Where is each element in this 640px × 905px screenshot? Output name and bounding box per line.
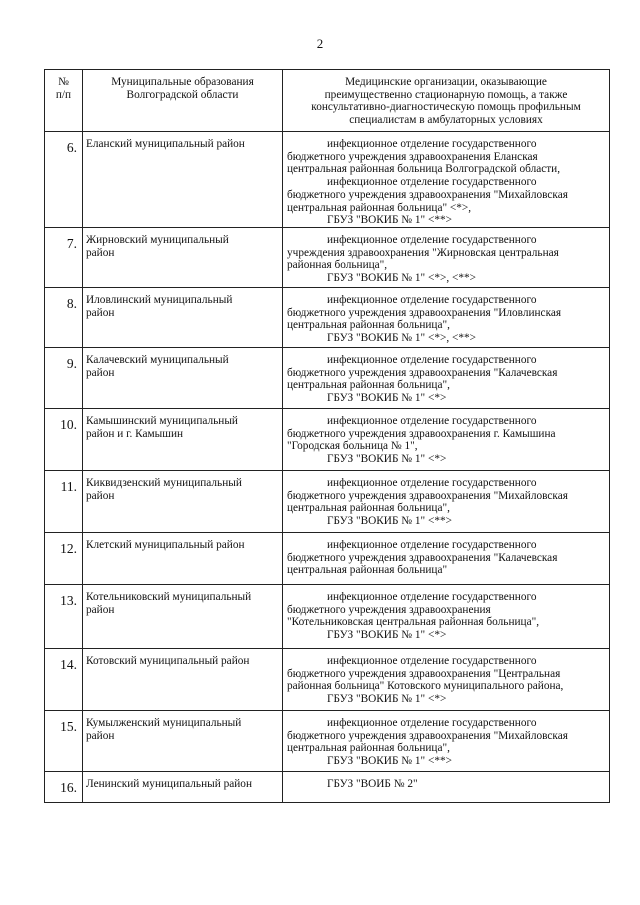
organization-line: бюджетного учреждения здравоохранения "Михайловская xyxy=(287,188,568,201)
table-row xyxy=(45,347,610,408)
organization-cell xyxy=(283,648,610,710)
organization-line: бюджетного учреждения здравоохранения "Иловлинская xyxy=(287,306,562,319)
organization-line: инфекционное отделение государственного xyxy=(327,716,537,729)
row-number: 7. xyxy=(45,227,83,287)
header-organization-line: специалистам в амбулаторных условиях xyxy=(349,114,543,127)
municipality-line: Кумылженский муниципальный xyxy=(86,716,242,729)
organization-line: ГБУЗ "ВОКИБ № 1" <**> xyxy=(327,214,452,227)
organization-line: центральная районная больница Волгоградской области, xyxy=(287,163,561,176)
municipality-line: район xyxy=(86,489,115,502)
table-row xyxy=(45,584,610,648)
row-number: 16. xyxy=(45,771,83,802)
organization-cell xyxy=(283,470,610,532)
municipality-line: Жирновский муниципальный xyxy=(86,233,229,246)
header-organization-line: консультативно-диагностическую помощь профильным xyxy=(311,101,581,114)
municipality-cell xyxy=(83,227,283,287)
municipality-line: Калачевский муниципальный xyxy=(86,353,229,366)
municipality-line: Иловлинский муниципальный xyxy=(86,293,233,306)
row-number: 13. xyxy=(45,584,83,648)
organization-cell xyxy=(283,227,610,287)
organization-line: ГБУЗ "ВОКИБ № 1" <*> xyxy=(327,392,447,405)
organization-line: бюджетного учреждения здравоохранения Еланская xyxy=(287,150,538,163)
header-municipality xyxy=(83,70,283,132)
header-number xyxy=(45,70,83,132)
organization-line: инфекционное отделение государственного xyxy=(327,293,537,306)
table-body xyxy=(45,132,610,803)
municipality-line: Котовский муниципальный район xyxy=(86,654,250,667)
organization-line: центральная районная больница", xyxy=(287,502,450,515)
row-number: 9. xyxy=(45,347,83,408)
organization-line: "Котельниковская центральная районная больница", xyxy=(287,616,540,629)
organization-line: бюджетного учреждения здравоохранения "Михайловская xyxy=(287,729,568,742)
municipality-cell xyxy=(83,132,283,228)
organization-cell xyxy=(283,710,610,771)
header-organization-line: преимущественно стационарную помощь, а также xyxy=(324,88,568,101)
table-row xyxy=(45,132,610,228)
table-row xyxy=(45,710,610,771)
header-number-line: № xyxy=(58,76,69,88)
organization-line: инфекционное отделение государственного xyxy=(327,233,537,246)
organization-line: ГБУЗ "ВОКИБ № 1" <*>, <**> xyxy=(327,332,477,345)
organization-line: районная больница", xyxy=(287,259,388,272)
organization-line: ГБУЗ "ВОКИБ № 1" <*> xyxy=(327,453,447,466)
row-number: 10. xyxy=(45,408,83,470)
header-municipality-line: Муниципальные образования xyxy=(111,76,254,88)
municipality-line: район xyxy=(86,366,115,379)
page-number: 2 xyxy=(316,36,324,51)
municipality-cell xyxy=(83,287,283,347)
municipality-line: район xyxy=(86,603,115,616)
table-header-row xyxy=(45,70,610,132)
organization-line: районная больница" Котовского муниципального района, xyxy=(287,680,564,693)
table-row xyxy=(45,287,610,347)
municipality-line: Клетский муниципальный район xyxy=(86,538,245,551)
organization-line: инфекционное отделение государственного xyxy=(327,176,537,189)
organization-cell xyxy=(283,347,610,408)
table-row xyxy=(45,227,610,287)
organization-line: бюджетного учреждения здравоохранения xyxy=(287,603,491,616)
organization-line: инфекционное отделение государственного xyxy=(327,476,537,489)
organization-line: инфекционное отделение государственного xyxy=(327,138,537,150)
municipality-cell xyxy=(83,771,283,802)
organization-line: ГБУЗ "ВОКИБ № 1" <*> xyxy=(327,693,447,706)
municipality-cell xyxy=(83,648,283,710)
row-number: 6. xyxy=(45,132,83,228)
organization-line: центральная районная больница" <*>, xyxy=(287,201,472,214)
municipality-line: район и г. Камышин xyxy=(86,427,184,440)
municipality-line: Камышинский муниципальный xyxy=(86,414,238,427)
organization-line: бюджетного учреждения здравоохранения "Калачевская xyxy=(287,366,558,379)
organization-line: бюджетного учреждения здравоохранения "Михайловская xyxy=(287,489,568,502)
organization-cell xyxy=(283,771,610,802)
organization-line: ГБУЗ "ВОКИБ № 1" <**> xyxy=(327,755,452,768)
municipality-line: район xyxy=(86,306,115,319)
municipality-line: район xyxy=(86,246,115,259)
organization-line: центральная районная больница", xyxy=(287,742,450,755)
municipality-line: Котельниковский муниципальный xyxy=(86,590,252,603)
municipality-line: Киквидзенский муниципальный xyxy=(86,476,242,489)
row-number: 14. xyxy=(45,648,83,710)
header-municipality-line: Волгоградской области xyxy=(126,88,239,101)
organization-cell xyxy=(283,132,610,228)
row-number: 15. xyxy=(45,710,83,771)
organization-line: ГБУЗ "ВОКИБ № 1" <*>, <**> xyxy=(327,272,477,285)
organization-line: ГБУЗ "ВОИБ № 2" xyxy=(327,777,418,790)
municipality-cell xyxy=(83,710,283,771)
organization-line: центральная районная больница", xyxy=(287,379,450,392)
organization-line: ГБУЗ "ВОКИБ № 1" <*> xyxy=(327,629,447,642)
organization-line: учреждения здравоохранения "Жирновская центральная xyxy=(287,246,559,259)
organization-line: инфекционное отделение государственного xyxy=(327,538,537,551)
municipality-cell xyxy=(83,532,283,584)
table-row xyxy=(45,648,610,710)
municipality-cell xyxy=(83,470,283,532)
organization-line: бюджетного учреждения здравоохранения г. Камышина xyxy=(287,427,556,440)
organization-line: инфекционное отделение государственного xyxy=(327,654,537,667)
organization-line: инфекционное отделение государственного xyxy=(327,590,537,603)
header-number-line: п/п xyxy=(55,88,72,101)
organization-line: бюджетного учреждения здравоохранения "Центральная xyxy=(287,667,561,680)
organization-cell xyxy=(283,287,610,347)
organization-line: ГБУЗ "ВОКИБ № 1" <**> xyxy=(327,515,452,528)
municipality-line: район xyxy=(86,729,115,742)
header-organization xyxy=(283,70,610,132)
medical-organizations-table xyxy=(44,69,610,803)
organization-cell xyxy=(283,584,610,648)
municipality-cell xyxy=(83,347,283,408)
organization-cell xyxy=(283,408,610,470)
table-row xyxy=(45,771,610,802)
municipality-line: Еланский муниципальный район xyxy=(86,138,245,150)
table-row xyxy=(45,408,610,470)
municipality-cell xyxy=(83,584,283,648)
organization-line: инфекционное отделение государственного xyxy=(327,414,537,427)
organization-line: "Городская больница № 1", xyxy=(287,440,418,453)
organization-line: центральная районная больница" xyxy=(287,564,448,577)
organization-cell xyxy=(283,532,610,584)
header-organization-line: Медицинские организации, оказывающие xyxy=(345,76,547,88)
row-number: 8. xyxy=(45,287,83,347)
row-number: 12. xyxy=(45,532,83,584)
row-number: 11. xyxy=(45,470,83,532)
municipality-line: Ленинский муниципальный район xyxy=(86,777,252,790)
table-row xyxy=(45,470,610,532)
table-row xyxy=(45,532,610,584)
organization-line: инфекционное отделение государственного xyxy=(327,353,537,366)
organization-line: бюджетного учреждения здравоохранения "Калачевская xyxy=(287,551,558,564)
municipality-cell xyxy=(83,408,283,470)
organization-line: центральная районная больница", xyxy=(287,319,450,332)
